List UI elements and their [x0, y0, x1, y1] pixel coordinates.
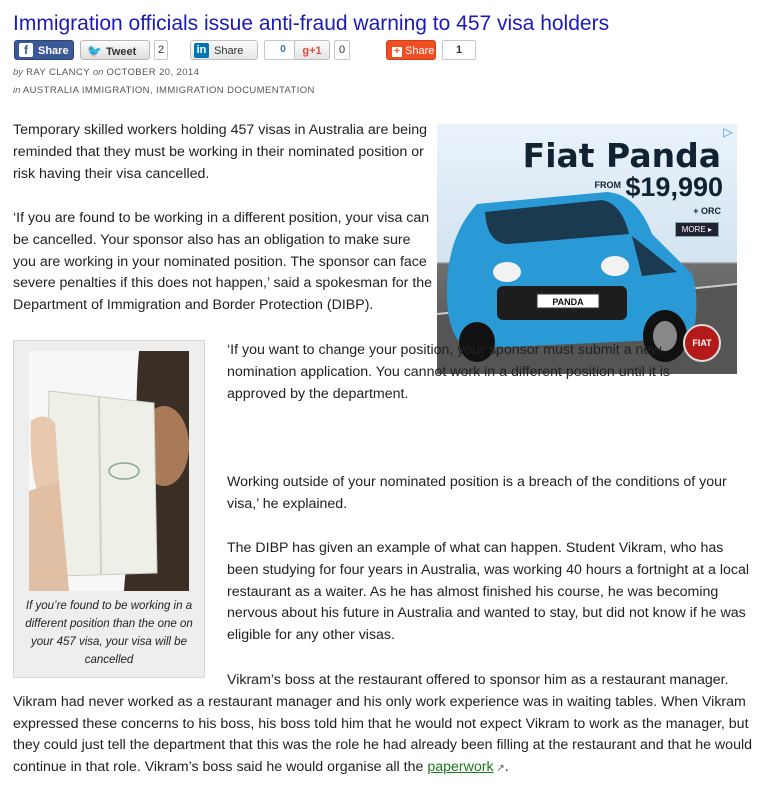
category-in: in — [13, 85, 21, 96]
plate-text: PANDA — [552, 297, 584, 307]
category-links[interactable]: AUSTRALIA IMMIGRATION, IMMIGRATION DOCUMENTATION — [22, 85, 315, 96]
facebook-share-button[interactable] — [14, 40, 74, 60]
ad-orc-label: + ORC — [693, 206, 721, 216]
paragraph-3: ‘If you want to change your position, your sponsor must submit a new nomination application. You cannot work in a different position until it is approved by the department. — [227, 342, 670, 402]
fiat-logo: FIAT — [683, 324, 721, 362]
paragraph-2: ‘If you are found to be working in a different position, your visa can be cancelled. Your sponsor also has an obligation to make sure you are working in your nominated position. The sponsor can face severe penalties if this does not happen,’ said a spokesman for the Department of Immigration and Border Protection (DIBP). — [13, 210, 433, 314]
addthis-share-label: Share — [405, 45, 435, 57]
byline-by: by — [13, 67, 24, 78]
google-plus-button[interactable]: g+1 — [294, 40, 330, 60]
passport-photo-illustration — [29, 351, 189, 591]
share-bar — [14, 40, 754, 62]
paragraph-6-end: . — [504, 759, 509, 776]
linkedin-count: 0 — [264, 40, 302, 60]
paragraph-6 — [13, 670, 757, 780]
ad-price: $19,990 — [625, 172, 723, 202]
left-headlight — [493, 262, 521, 282]
image-figure — [13, 340, 205, 678]
ad-from-label: FROM — [594, 180, 621, 190]
ad-headline: Fiat Panda — [522, 136, 721, 175]
facebook-icon: f — [19, 43, 33, 57]
figure-caption: If you’re found to be working in a different position than the one on your 457 visa, your visa will be cancelled — [25, 600, 193, 666]
linkedin-share-label: Share — [214, 45, 244, 57]
right-headlight — [601, 256, 629, 276]
paragraph-5: The DIBP has given an example of what can happen. Student Vikram, who has been studying for four years in Australia, was working 40 hours a fortnight at a local restaurant as a waiter. As he has almost finished his course, he was becoming nervous about his future in Australia and wanted to stay, but did not know if he was eligible for any other visas. — [227, 540, 750, 644]
ad-more-label: MORE — [681, 225, 706, 234]
twitter-bird-icon: 🐦 — [87, 44, 102, 58]
linkedin-share-button[interactable] — [190, 40, 258, 60]
adchoices-icon[interactable]: ▷ — [723, 125, 733, 139]
byline-on: on — [92, 67, 104, 78]
paragraph-6-text: Vikram’s boss at the restaurant offered to sponsor him as a restaurant manager. Vikram had never worked as a restaurant manager and his only work experience was in waiting tables. When Vikram expressed these concerns to his boss, his boss told him that he would not expect Vikram to work as the manager, but they could just tell the department that this was the role he had already been filling at the restaurant and that he would continue in that role. Vikram’s boss said he would organise all the — [13, 672, 753, 776]
tweet-count: 2 — [154, 40, 168, 60]
author-link[interactable]: RAY CLANCY — [26, 67, 90, 78]
addthis-share-button[interactable] — [386, 40, 436, 60]
category-line — [13, 85, 315, 96]
publish-date: OCTOBER 20, 2014 — [106, 67, 200, 78]
byline — [13, 67, 199, 78]
paragraph-1: Temporary skilled workers holding 457 visas in Australia are being reminded that they must be working in their nominated position or risk having their visa cancelled. — [13, 122, 428, 182]
facebook-share-label: Share — [38, 45, 69, 57]
google-plus-count: 0 — [334, 40, 350, 60]
external-link-icon: ↗ — [493, 763, 505, 775]
linkedin-icon: in — [194, 43, 209, 58]
addthis-share-count: 1 — [442, 40, 476, 60]
ad-more-button[interactable]: MORE ▸ — [675, 222, 719, 237]
paperwork-link[interactable]: paperwork — [427, 759, 494, 776]
passport-photo[interactable] — [29, 351, 189, 591]
plus-icon: + — [392, 47, 402, 57]
tweet-label: Tweet — [105, 46, 137, 58]
article-title[interactable]: Immigration officials issue anti-fraud warning to 457 visa holders — [13, 12, 610, 35]
tweet-button[interactable] — [80, 40, 150, 60]
paragraph-4: Working outside of your nominated position is a breach of the conditions of your visa,’ he explained. — [227, 474, 727, 512]
fiat-panda-advert[interactable] — [437, 124, 737, 374]
